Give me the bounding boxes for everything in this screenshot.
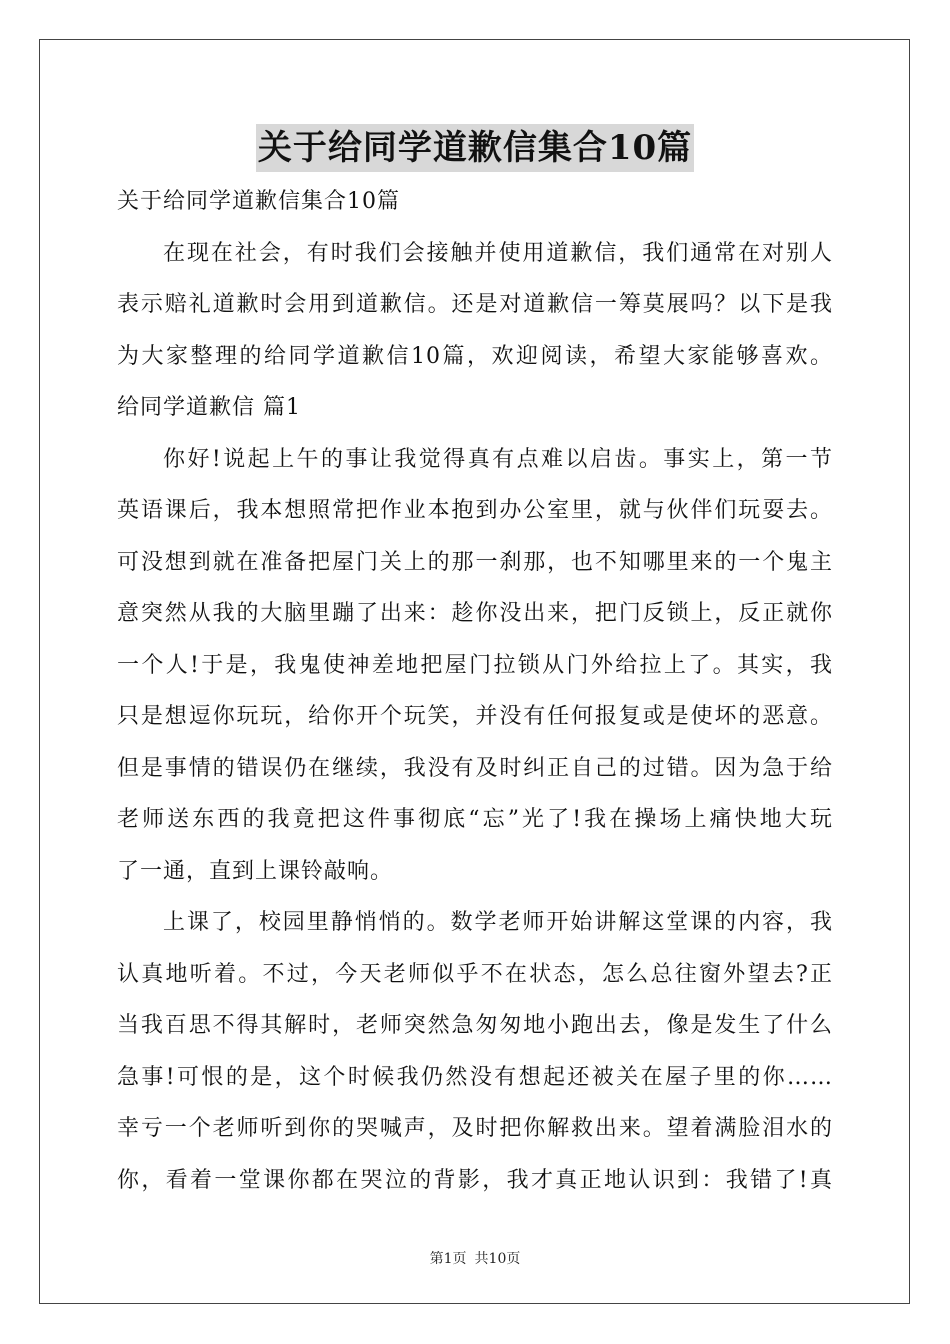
intro-line: 表示赔礼道歉时会用到道歉信。还是对道歉信一筹莫展吗？以下是我 [117,292,833,317]
document-body [117,176,833,1206]
subtitle-line: 关于给同学道歉信集合10篇 [117,189,400,214]
paragraph-line: 意突然从我的大脑里蹦了出来：趁你没出来，把门反锁上，反正就你 [117,601,833,626]
intro-line: 在现在社会，有时我们会接触并使用道歉信，我们通常在对别人 [163,240,833,266]
paragraph-line: 英语课后，我本想照常把作业本抱到办公室里，就与伙伴们玩耍去。 [117,498,833,523]
paragraph-line: 老师送东西的我竟把这件事彻底“忘”光了!我在操场上痛快地大玩 [117,807,833,832]
paragraph-line: 当我百思不得其解时，老师突然急匆匆地小跑出去，像是发生了什么 [117,1013,833,1038]
paragraph-line: 可没想到就在准备把屋门关上的那一刹那，也不知哪里来的一个鬼主 [117,549,833,575]
paragraph-line: 一个人!于是，我鬼使神差地把屋门拉锁从门外给拉上了。其实，我 [117,652,833,678]
page-footer [0,1250,950,1268]
title-wrap [0,124,950,172]
paragraph-line: 幸亏一个老师听到你的哭喊声，及时把你解救出来。望着满脸泪水的 [117,1116,833,1141]
paragraph-line: 上课了，校园里静悄悄的。数学老师开始讲解这堂课的内容，我 [163,910,833,935]
document-title: 关于给同学道歉信集合10篇 [256,124,694,172]
paragraph-line: 你，看着一堂课你都在哭泣的背影，我才真正地认识到：我错了!真 [117,1167,833,1193]
paragraph-line: 急事!可恨的是，这个时候我仍然没有想起还被关在屋子里的你…… [117,1064,833,1090]
intro-line: 为大家整理的给同学道歉信10篇，欢迎阅读，希望大家能够喜欢。 [117,343,833,369]
paragraph-line: 了一通，直到上课铃敲响。 [117,858,394,884]
page-total: 共10页 [474,1251,521,1267]
paragraph-line: 你好!说起上午的事让我觉得真有点难以启齿。事实上，第一节 [163,446,833,472]
page-number: 第1页 [429,1251,467,1267]
paragraph-line: 认真地听着。不过，今天老师似乎不在状态，怎么总往窗外望去?正 [117,961,833,987]
section-heading: 给同学道歉信 篇1 [117,395,301,420]
paragraph-line: 只是想逗你玩玩，给你开个玩笑，并没有任何报复或是使坏的恶意。 [117,704,833,729]
paragraph-line: 但是事情的错误仍在继续，我没有及时纠正自己的过错。因为急于给 [117,755,833,781]
